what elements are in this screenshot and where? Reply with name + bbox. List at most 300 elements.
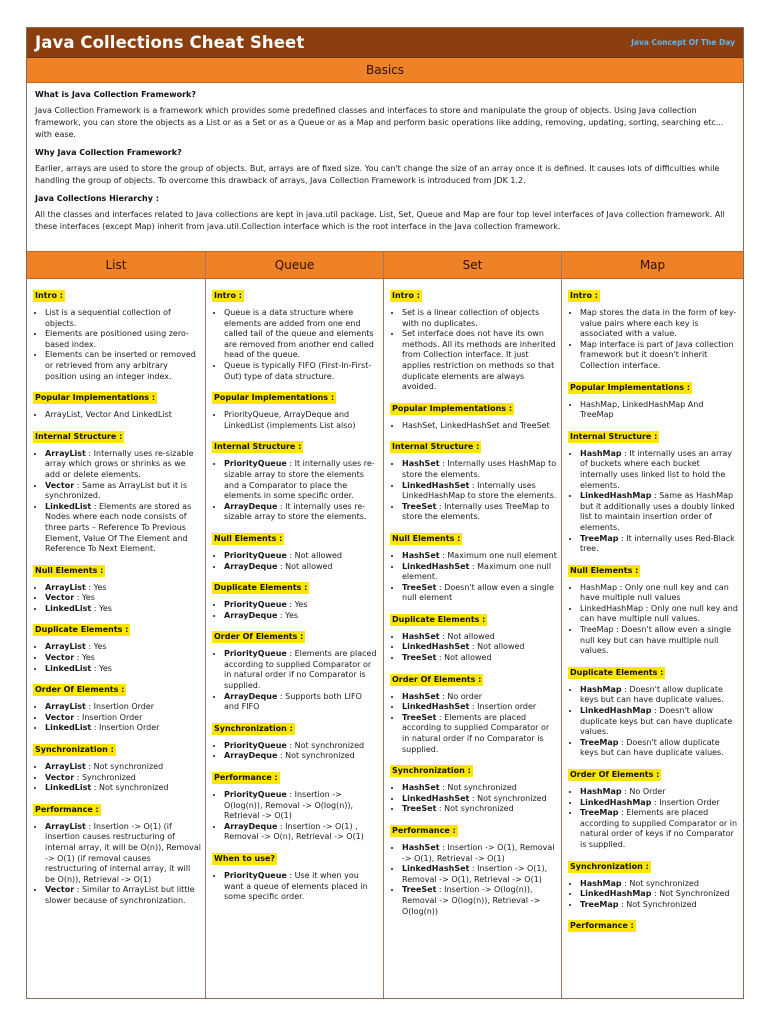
column-queue — [206, 251, 384, 998]
item-text: : Yes — [286, 600, 308, 610]
item-text: : Internally uses TreeMap to store the elements. — [402, 501, 550, 522]
section-title: Performance : — [214, 773, 278, 783]
basics-label: Basics — [365, 63, 405, 77]
item-key: LinkedList — [45, 783, 92, 793]
page-title: Java Collections Cheat Sheet — [35, 33, 305, 52]
item-text: : Not synchronized — [91, 783, 169, 793]
item-key: ArrayList — [45, 448, 86, 458]
item-text: : It internally uses Red-Black tree. — [580, 533, 735, 554]
item-key: PriorityQueue — [224, 649, 287, 659]
list-item — [224, 611, 379, 622]
item-key: PriorityQueue — [224, 600, 287, 610]
item-key: TreeSet — [402, 582, 437, 592]
list-item — [402, 308, 557, 329]
bullet-list — [212, 871, 379, 903]
item-text: : Insertion Order — [91, 723, 160, 733]
item-key: Vector — [45, 772, 75, 782]
item-key: ArrayList — [45, 821, 86, 831]
list-item — [402, 551, 557, 562]
item-text: : Yes — [91, 663, 112, 673]
item-text: : Elements are stored as Nodes where each node consists of three parts – Reference To Previous Element, Value Of The Element and Reference To Next Element. — [45, 501, 192, 554]
list-item — [402, 783, 557, 794]
item-key: TreeMap — [580, 899, 619, 909]
item-key: ArrayDeque — [224, 691, 278, 701]
section-title: Order Of Elements : — [214, 632, 304, 642]
item-text: : Not allowed — [469, 642, 525, 652]
list-item — [45, 502, 201, 555]
item-text: : Insertion -> O(1), Removal -> O(1), Retrieval -> O(1) — [402, 843, 555, 863]
column-body — [27, 279, 205, 907]
section-title: Popular Implementations : — [35, 393, 156, 403]
section-title: Order Of Elements : — [570, 770, 660, 779]
column-header: Map — [562, 251, 743, 279]
bullet-list — [212, 600, 379, 621]
cheat-sheet — [26, 27, 744, 999]
list-item — [580, 491, 739, 533]
list-item — [45, 723, 201, 734]
bullet-list — [568, 400, 739, 421]
item-text: : Yes — [85, 642, 107, 652]
item-key: TreeSet — [402, 501, 437, 511]
item-key: PriorityQueue — [224, 740, 287, 750]
bullet-list — [568, 787, 739, 851]
list-item — [580, 798, 739, 809]
list-item — [580, 808, 739, 850]
item-key: HashMap — [580, 878, 622, 888]
bullet-list — [33, 762, 201, 794]
bullet-list — [390, 551, 557, 604]
section-title: Intro : — [570, 291, 598, 300]
item-key: ArrayDeque — [224, 821, 278, 831]
item-text: : Same as ArrayList but it is synchronized. — [45, 480, 188, 501]
item-key: LinkedHashSet — [402, 480, 470, 490]
collection-columns — [27, 251, 743, 998]
item-key: ArrayList — [45, 702, 86, 712]
list-item — [580, 738, 739, 759]
item-key: LinkedHashMap — [580, 889, 652, 899]
list-item — [224, 692, 379, 713]
list-item — [45, 593, 201, 604]
list-item — [45, 481, 201, 502]
list-item — [402, 885, 557, 917]
bullet-list — [212, 649, 379, 713]
basics-heading: Why Java Collection Framework? — [35, 148, 182, 157]
item-key: LinkedHashSet — [402, 793, 470, 803]
list-item — [580, 879, 739, 890]
item-text: : Not Synchronized — [651, 889, 730, 899]
column-body — [206, 279, 383, 903]
bullet-list — [568, 449, 739, 555]
item-text: : Not synchronized — [286, 740, 365, 750]
list-item — [224, 410, 379, 431]
list-item — [402, 794, 557, 805]
item-text: : Doesn't allow even a single null element — [402, 582, 554, 603]
item-text: Set interface does not have its own methods. All its methods are inherited from Collection interface. It just applies restriction on methods so that duplicate elements are always avoided. — [402, 329, 556, 392]
list-item — [45, 583, 201, 594]
item-text: : Internally uses LinkedHashMap to store the elements. — [402, 480, 557, 501]
item-text: : Insertion Order — [651, 797, 720, 807]
list-item — [224, 502, 379, 523]
list-item — [580, 534, 739, 555]
item-key: Vector — [45, 712, 75, 722]
item-key: TreeMap — [580, 533, 619, 543]
list-item — [402, 713, 557, 755]
item-key: TreeSet — [402, 885, 437, 895]
item-text: : Insertion -> O(log(n)), Removal -> O(log(n)), Retrieval -> O(1) — [224, 790, 354, 821]
item-key: Vector — [45, 653, 75, 663]
item-text: : Not synchronized — [85, 762, 164, 772]
column-header: Set — [384, 251, 561, 279]
section-title: Null Elements : — [570, 565, 639, 575]
section-title: Performance : — [570, 921, 634, 931]
item-key: PriorityQueue — [224, 790, 287, 800]
item-key: ArrayList — [45, 762, 86, 772]
item-key: TreeMap — [580, 808, 619, 818]
section-title: Popular Implementations : — [570, 382, 691, 392]
item-text: : Doesn't allow duplicate keys but can have duplicate values. — [580, 706, 733, 737]
item-key: HashMap — [580, 448, 622, 458]
item-text: : Insertion order — [469, 702, 537, 712]
list-item — [580, 706, 739, 738]
bullet-list — [33, 822, 201, 907]
item-key: HashSet — [402, 550, 440, 560]
bullet-list — [212, 551, 379, 572]
list-item — [224, 361, 379, 382]
item-text: List is a sequential collection of objects. — [45, 308, 171, 328]
item-key: ArrayDeque — [224, 561, 278, 571]
item-text: LinkedHashMap : Only one null key and can have multiple null values. — [580, 603, 738, 624]
item-text: : No order — [439, 691, 483, 701]
item-key: Vector — [45, 593, 75, 603]
column-body — [384, 279, 561, 917]
item-text: : Not synchronized — [436, 804, 514, 814]
item-text: : Yes — [85, 582, 107, 592]
item-text: : No Order — [621, 787, 666, 796]
item-text: : Not synchronized — [277, 751, 355, 761]
list-item — [580, 787, 739, 798]
list-item — [224, 751, 379, 762]
list-item — [402, 632, 557, 643]
list-item — [224, 459, 379, 501]
item-key: PriorityQueue — [224, 459, 287, 469]
item-text: : Not allowed — [286, 550, 342, 560]
item-text: : Not Synchronized — [618, 899, 697, 909]
list-item — [224, 822, 379, 843]
section-title: Duplicate Elements : — [35, 625, 129, 635]
item-key: ArrayDeque — [224, 610, 278, 620]
item-key: ArrayDeque — [224, 751, 278, 761]
list-item — [224, 741, 379, 752]
item-key: HashMap — [580, 787, 622, 796]
item-text: : It internally uses re-sizable array to store the elements. — [224, 501, 367, 522]
item-text: Elements can be inserted or removed or retrieved from any arbitrary position using an integer index. — [45, 350, 196, 381]
section-title: Performance : — [392, 826, 456, 835]
list-item — [45, 702, 201, 713]
item-key: LinkedHashSet — [402, 864, 470, 874]
section-title: Internal Structure : — [570, 431, 658, 441]
item-text: : Same as HashMap but it additionally uses a doubly linked list to maintain insertion order of elements. — [580, 491, 735, 532]
bullet-list — [212, 459, 379, 523]
item-text: : Doesn't allow duplicate keys but can have duplicate values. — [580, 737, 724, 758]
section-title: Duplicate Elements : — [570, 667, 664, 677]
list-item — [402, 502, 557, 523]
basics-section — [27, 90, 743, 233]
list-item — [45, 350, 201, 382]
list-item — [580, 449, 739, 491]
item-text: : Yes — [74, 593, 95, 603]
item-text: PriorityQueue, ArrayDeque and LinkedList (implements List also) — [224, 410, 356, 430]
section-title: Internal Structure : — [392, 442, 480, 452]
list-item — [45, 410, 201, 421]
item-key: ArrayList — [45, 582, 86, 592]
item-key: LinkedHashMap — [580, 706, 652, 716]
list-item — [45, 773, 201, 784]
item-text: : Doesn't allow duplicate keys but can have duplicate values. — [580, 684, 724, 705]
list-item — [580, 889, 739, 900]
basics-header — [27, 58, 743, 83]
item-key: ArrayList — [45, 642, 86, 652]
item-text: : Not synchronized — [439, 783, 517, 793]
list-item — [402, 481, 557, 502]
section-title: Internal Structure : — [214, 442, 302, 452]
basics-heading: Java Collections Hierarchy : — [35, 194, 159, 203]
list-item — [580, 583, 739, 604]
bullet-list — [390, 421, 557, 432]
item-key: LinkedHashMap — [580, 491, 652, 501]
item-key: LinkedList — [45, 501, 92, 511]
list-item — [402, 459, 557, 480]
item-text: Set is a linear collection of objects with no duplicates. — [402, 308, 540, 328]
list-item — [402, 653, 557, 664]
item-key: LinkedHashMap — [580, 797, 652, 807]
item-text: HashSet, LinkedHashSet and TreeSet — [402, 420, 550, 430]
column-header: Queue — [206, 251, 383, 279]
item-key: TreeSet — [402, 653, 437, 663]
list-item — [45, 308, 201, 329]
item-text: : Yes — [277, 610, 299, 620]
list-item — [45, 664, 201, 675]
list-item — [45, 822, 201, 886]
section-title: Duplicate Elements : — [392, 614, 486, 624]
list-item — [402, 642, 557, 653]
item-key: HashMap — [580, 684, 622, 694]
list-item — [402, 702, 557, 713]
list-item — [580, 900, 739, 911]
item-key: HashSet — [402, 631, 440, 641]
bullet-list — [212, 741, 379, 762]
list-item — [402, 583, 557, 604]
bullet-list — [390, 632, 557, 664]
section-title: Internal Structure : — [35, 431, 123, 441]
bullet-list — [33, 410, 201, 421]
basics-paragraph: Java Collection Framework is a framework which provides some predefined classes and interfaces to store and manipulate the group of objects. Using Java collection framework, you can store the objects as a List or as a Set or as a Queue or as a Map and perform basic operations like adding, removing, updating, sorting, searching etc... with ease. — [35, 106, 724, 139]
bullet-list — [33, 449, 201, 555]
section-title: Synchronization : — [214, 723, 293, 733]
section-title: Popular Implementations : — [392, 403, 513, 413]
bullet-list — [33, 308, 201, 382]
item-key: PriorityQueue — [224, 871, 287, 880]
bullet-list — [568, 308, 739, 372]
list-item — [580, 604, 739, 625]
column-header: List — [27, 251, 205, 279]
item-text: : Use it when you want a queue of elements placed in some specific order. — [224, 871, 368, 902]
item-text: : Internally uses re-sizable array which grows or shrinks as we add or delete elements. — [45, 448, 194, 479]
list-item — [45, 783, 201, 794]
section-title: Null Elements : — [392, 533, 461, 543]
item-key: LinkedList — [45, 603, 92, 613]
section-title: Intro : — [35, 291, 63, 300]
section-title: Null Elements : — [35, 565, 104, 575]
item-text: : Insertion -> O(1) (if insertion causes restructuring of internal array, it will be O(n)), Removal -> O(1) (if removal causes restructuring of internal array, it will be O(n)), Retrieval -> O(1) — [45, 821, 201, 884]
list-item — [402, 843, 557, 864]
list-item — [580, 308, 739, 340]
item-key: Vector — [45, 480, 75, 490]
column-set — [384, 251, 562, 998]
column-map — [562, 251, 743, 998]
item-key: LinkedHashSet — [402, 642, 470, 652]
bullet-list — [390, 308, 557, 393]
bullet-list — [568, 879, 739, 911]
item-key: HashSet — [402, 843, 440, 852]
bullet-list — [390, 783, 557, 815]
item-key: TreeSet — [402, 804, 437, 814]
item-text: Map stores the data in the form of key-value pairs where each key is associated with a value. — [580, 308, 737, 339]
bullet-list — [33, 583, 201, 615]
basics-paragraph: All the classes and interfaces related to Java collections are kept in java.util package. List, Set, Queue and Map are four top level interfaces of Java collection framework. All these interfaces (except Map) inherit from java.util.Collection interface which is the root interface in the Java collection framework. — [35, 210, 725, 231]
section-title: Synchronization : — [570, 861, 649, 871]
column-list — [27, 251, 206, 998]
bullet-list — [33, 702, 201, 734]
title-bar — [27, 28, 743, 58]
item-key: HashSet — [402, 783, 440, 793]
bullet-list — [212, 790, 379, 843]
list-item — [224, 562, 379, 573]
list-item — [580, 400, 739, 421]
section-title: Synchronization : — [392, 766, 471, 776]
item-text: TreeMap : Doesn't allow even a single null key but can have multiple null values. — [580, 625, 732, 656]
list-item — [45, 762, 201, 773]
item-text: : Insertion Order — [74, 712, 143, 722]
section-title: Order Of Elements : — [35, 685, 125, 695]
bullet-list — [568, 685, 739, 759]
item-key: HashSet — [402, 691, 440, 701]
item-text: HashMap, LinkedHashMap And TreeMap — [580, 399, 704, 420]
item-text: Map interface is part of Java collection framework but it doesn't inherit Collection interface. — [580, 339, 734, 370]
list-item — [45, 885, 201, 906]
list-item — [224, 649, 379, 691]
item-key: Vector — [45, 885, 75, 895]
section-title: Null Elements : — [214, 533, 283, 543]
list-item — [224, 600, 379, 611]
item-key: ArrayDeque — [224, 501, 278, 511]
bullet-list — [390, 692, 557, 756]
item-text: Elements are positioned using zero-based index. — [45, 329, 189, 349]
item-text: : Similar to ArrayList but little slower because of synchronization. — [45, 885, 195, 905]
item-key: TreeMap — [580, 737, 619, 747]
item-text: : Not allowed — [436, 653, 492, 663]
list-item — [224, 551, 379, 562]
item-text: Queue is a data structure where elements are added from one end called tail of the queue and elements are removed from another end called head of the queue. — [224, 308, 374, 360]
item-text: : Maximum one null element. — [402, 561, 552, 582]
bullet-list — [568, 583, 739, 657]
section-title: Duplicate Elements : — [214, 583, 308, 593]
bullet-list — [390, 843, 557, 917]
list-item — [224, 308, 379, 361]
item-key: TreeSet — [402, 712, 437, 722]
item-key: HashSet — [402, 459, 440, 469]
section-title: Performance : — [35, 804, 99, 814]
list-item — [402, 692, 557, 703]
item-text: : Synchronized — [74, 772, 136, 782]
bullet-list — [33, 642, 201, 674]
item-text: : Maximum one null element — [439, 550, 557, 560]
item-text: : Elements are placed according to supplied Comparator or in natural order if no Comparator is supplied. — [224, 649, 377, 691]
list-item — [580, 685, 739, 706]
list-item — [580, 340, 739, 372]
item-text: : Insertion Order — [85, 702, 155, 712]
list-item — [402, 864, 557, 885]
section-title: Intro : — [214, 291, 242, 300]
list-item — [45, 713, 201, 724]
section-title: When to use? — [214, 854, 276, 863]
list-item — [580, 625, 739, 657]
list-item — [45, 329, 201, 350]
item-text: : Not synchronized — [621, 878, 699, 888]
section-title: Order Of Elements : — [392, 674, 482, 684]
item-key: PriorityQueue — [224, 550, 287, 560]
list-item — [402, 421, 557, 432]
item-text: ArrayList, Vector And LinkedList — [45, 410, 172, 420]
item-text: : Insertion -> O(log(n)), Removal -> O(log(n)), Retrieval -> O(log(n)) — [402, 885, 541, 916]
list-item — [45, 653, 201, 664]
item-text: : Not synchronized — [469, 793, 547, 803]
item-text: : Yes — [74, 653, 95, 663]
item-text: : Insertion -> O(1) , Removal -> O(n), Retrieval -> O(1) — [224, 821, 364, 842]
item-text: : Insertion -> O(1), Removal -> O(1), Retrieval -> O(1) — [402, 864, 548, 884]
item-key: LinkedList — [45, 663, 92, 673]
bullet-list — [212, 410, 379, 431]
basics-heading: What is Java Collection Framework? — [35, 90, 197, 99]
section-title: Popular Implementations : — [214, 393, 335, 403]
item-text: : Internally uses HashMap to store the elements. — [402, 459, 557, 479]
list-item — [402, 804, 557, 815]
basics-paragraph: Earlier, arrays are used to store the group of objects. But, arrays are of fixed size. You can't change the size of an array once it is defined. It causes lots of difficulties while handling the group of objects. To overcome this drawback of arrays, Java Collection Framework is introduced from JDK 1.2. — [35, 164, 720, 185]
list-item — [45, 642, 201, 653]
item-text: Queue is typically FIFO (First-In-First-Out) type of data structure. — [224, 360, 372, 381]
list-item — [224, 871, 379, 903]
item-key: LinkedHashSet — [402, 702, 470, 712]
item-text: : It internally uses an array of buckets where each bucket internally uses linked list to hold the elements. — [580, 448, 733, 490]
column-body — [562, 279, 743, 932]
list-item — [224, 790, 379, 822]
bullet-list — [390, 459, 557, 523]
item-text: : It internally uses re-sizable array to store the elements and a Comparator to place the elements in some specific order. — [224, 459, 375, 501]
item-text: : Elements are placed according to supplied Comparator or in natural order of keys if no Comparator is supplied. — [580, 808, 738, 849]
section-title: Intro : — [392, 291, 420, 300]
list-item — [45, 604, 201, 615]
list-item — [402, 329, 557, 393]
section-title: Synchronization : — [35, 745, 114, 755]
item-text: : Supports both LIFO and FIFO — [224, 691, 362, 712]
bullet-list — [212, 308, 379, 382]
item-text: : Not allowed — [277, 561, 333, 571]
item-text: : Not allowed — [439, 631, 495, 641]
item-key: LinkedList — [45, 723, 92, 733]
site-name: Java Concept Of The Day — [631, 38, 735, 47]
list-item — [402, 562, 557, 583]
list-item — [45, 449, 201, 481]
item-key: LinkedHashSet — [402, 561, 470, 571]
